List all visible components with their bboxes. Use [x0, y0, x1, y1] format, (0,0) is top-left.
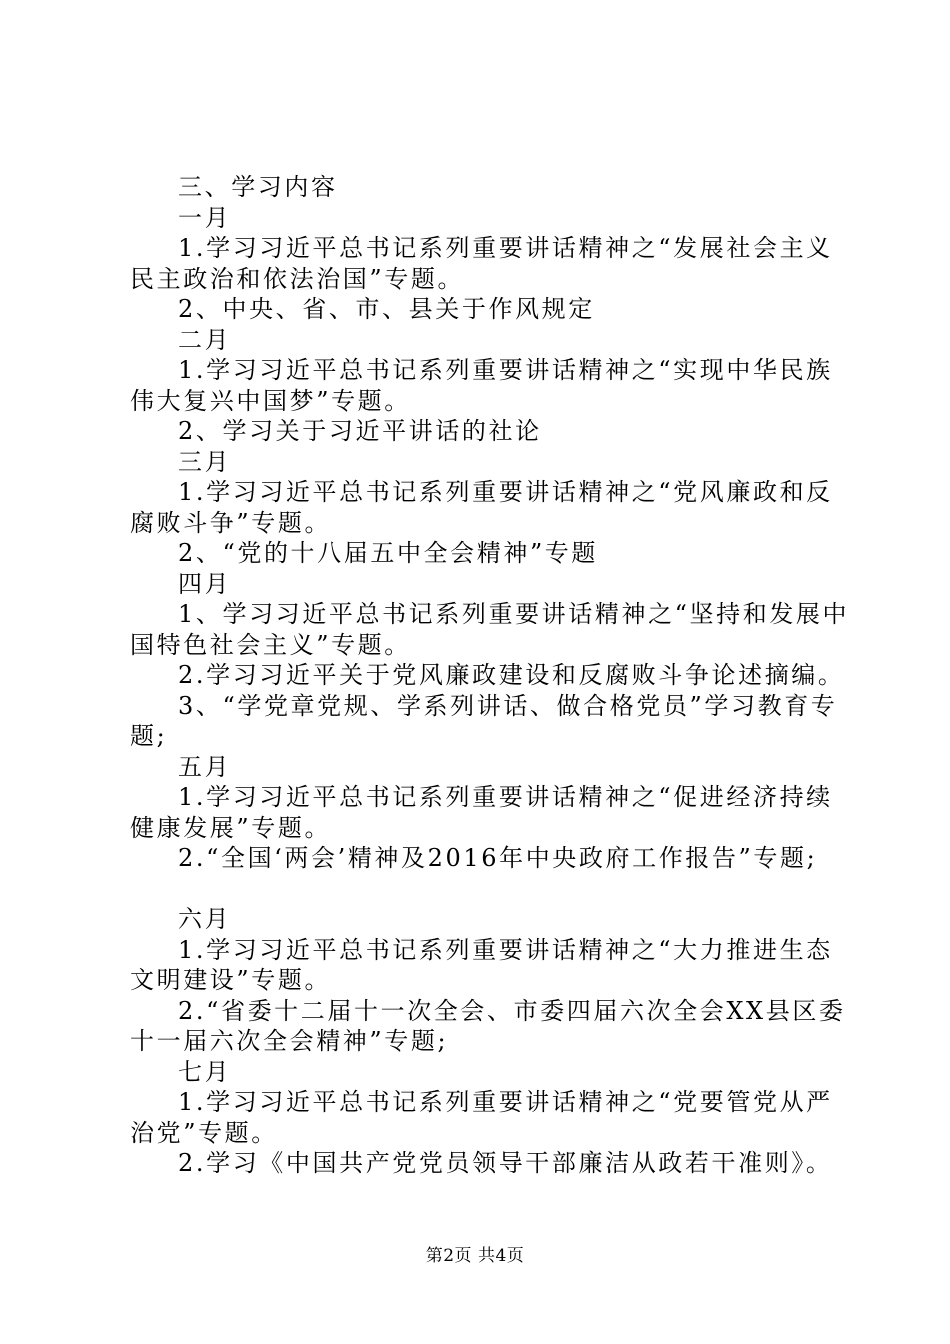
paragraph-line: 2.学习习近平关于党风廉政建设和反腐败斗争论述摘编。 [178, 661, 845, 689]
paragraph-line: 1.学习习近平总书记系列重要讲话精神之“实现中华民族 [178, 356, 833, 384]
paragraph-line: 1.学习习近平总书记系列重要讲话精神之“发展社会主义 [178, 234, 833, 262]
paragraph-line: 1、学习习近平总书记系列重要讲话精神之“坚持和发展中 [178, 600, 850, 628]
paragraph-line: 十一届六次全会精神”专题; [130, 1027, 449, 1055]
paragraph-line: 2.“全国‘两会’精神及2016年中央政府工作报告”专题; [178, 844, 818, 872]
paragraph-line: 2.学习《中国共产党党员领导干部廉洁从政若干准则》。 [178, 1149, 833, 1177]
paragraph-line: 题; [130, 722, 168, 750]
paragraph-line: 1.学习习近平总书记系列重要讲话精神之“党风廉政和反 [178, 478, 833, 506]
month-heading-june: 六月 [178, 905, 232, 933]
month-heading-july: 七月 [178, 1057, 232, 1086]
paragraph-line: 治党”专题。 [130, 1118, 278, 1147]
paragraph-line: 1.学习习近平总书记系列重要讲话精神之“党要管党从严 [178, 1088, 833, 1116]
paragraph-line: 2、学习关于习近平讲话的社论 [178, 417, 542, 445]
month-heading-january: 一月 [178, 203, 232, 232]
month-heading-february: 二月 [178, 325, 232, 354]
paragraph-line: 1.学习习近平总书记系列重要讲话精神之“促进经济持续 [178, 783, 833, 811]
paragraph-line: 3、“学党章党规、学系列讲话、做合格党员”学习教育专 [178, 691, 838, 720]
month-heading-may: 五月 [178, 752, 232, 781]
page-number-footer: 第2页 共4页 [425, 1246, 525, 1266]
month-heading-april: 四月 [178, 569, 232, 598]
paragraph-line: 伟大复兴中国梦”专题。 [130, 386, 411, 415]
paragraph-line: 国特色社会主义”专题。 [130, 630, 411, 659]
paragraph-line: 文明建设”专题。 [130, 966, 332, 994]
month-heading-march: 三月 [178, 447, 232, 476]
blank-line [130, 874, 840, 905]
paragraph-line: 民主政治和依法治国”专题。 [130, 264, 465, 293]
section-heading: 三、学习内容 [178, 173, 338, 201]
paragraph-line: 健康发展”专题。 [130, 813, 332, 842]
paragraph-line: 2.“省委十二届十一次全会、市委四届六次全会XX县区委 [178, 996, 846, 1025]
paragraph-line: 2、“党的十八届五中全会精神”专题 [178, 539, 599, 567]
document-body [130, 172, 850, 1179]
paragraph-line: 2、中央、省、市、县关于作风规定 [178, 295, 595, 323]
paragraph-line: 腐败斗争”专题。 [130, 508, 332, 537]
paragraph-line: 1.学习习近平总书记系列重要讲话精神之“大力推进生态 [178, 935, 833, 964]
